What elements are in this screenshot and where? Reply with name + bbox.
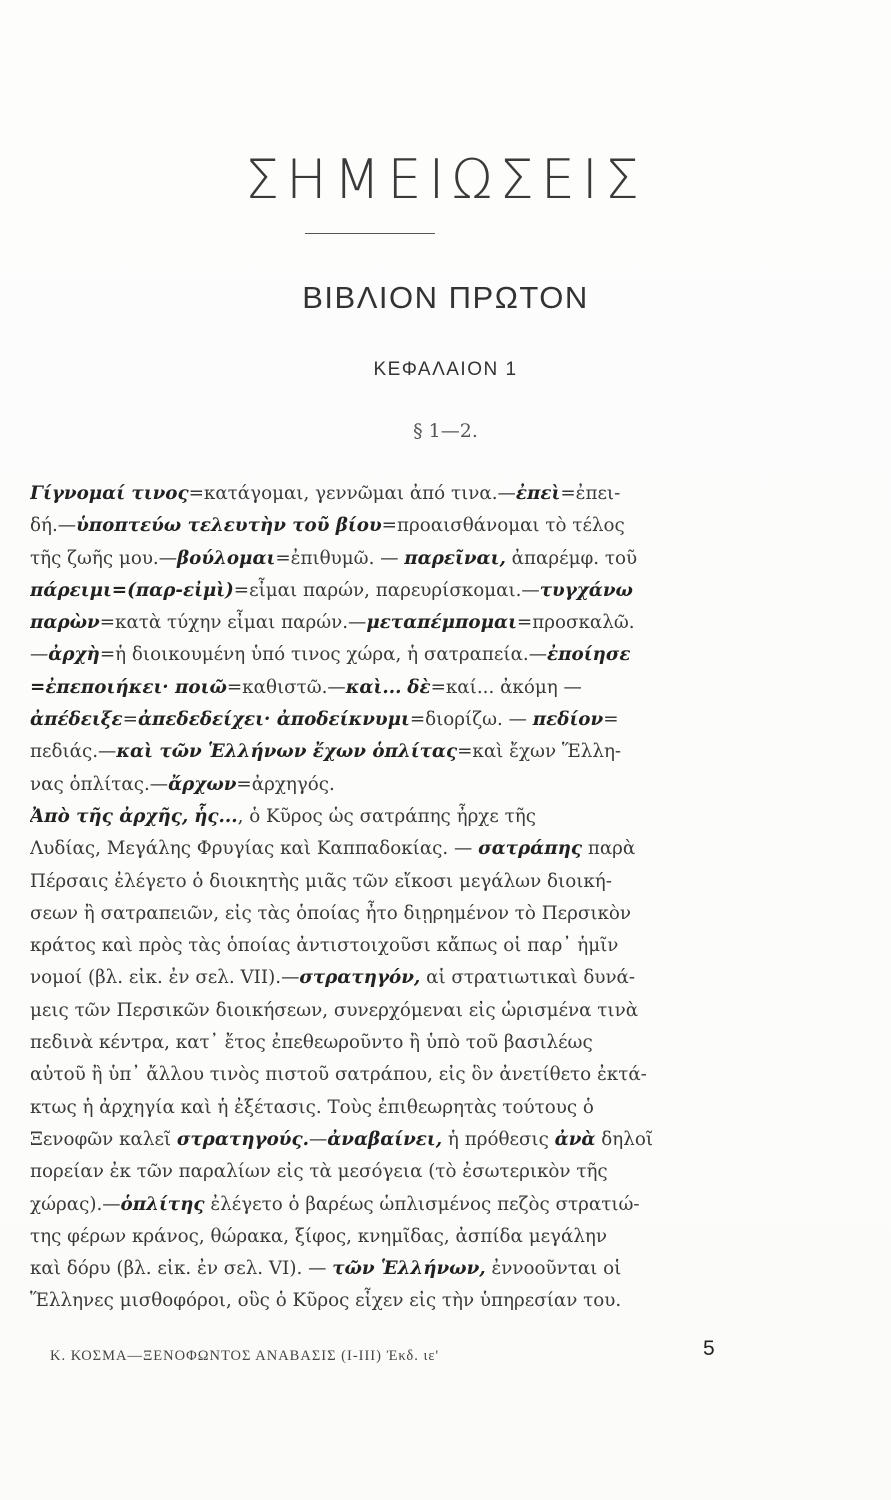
text-line (30, 704, 782, 736)
gloss: νομοί (βλ. εἰκ. ἐν σελ. VII).— (30, 967, 300, 989)
chapter-heading: ΚΕΦΑΛΑΙΟΝ 1 (373, 359, 518, 380)
term: πάρειμι=(παρ-εἰμὶ) (30, 579, 234, 601)
term: παρὼν (30, 612, 100, 634)
term: ἧς... (194, 805, 238, 827)
text-line (30, 898, 782, 930)
gloss: νας ὁπλίτας.— (30, 773, 169, 795)
text-line (30, 607, 782, 639)
gloss: παρὰ (582, 838, 636, 860)
text-line (30, 672, 782, 704)
term: πεδίον (532, 709, 604, 731)
gloss: ἐλέγετο ὁ βαρέως ὡπλισμένος πεζὸς στρατιώ- (204, 1193, 640, 1215)
gloss: Πέρσαις ἐλέγετο ὁ διοικητὴς μιᾶς τῶν εἴκοσι μεγάλων διοική- (30, 870, 612, 892)
gloss: = (122, 709, 138, 731)
gloss: κράτος καὶ πρὸς τὰς ὁποίας ἀντιστοιχοῦσι κἄπως οἱ παρ᾿ ἡμῖν (30, 935, 619, 957)
term: ἀρχὴ (48, 644, 100, 666)
text-line (30, 1253, 782, 1285)
gloss: =καὶ ἔχων Ἕλλη- (457, 741, 622, 763)
gloss: =ἡ διοικουμένη ὑπό τινος χώρα, ἡ σατραπεία.— (99, 644, 548, 666)
gloss: =προαισθάνομαι τὸ τέλος (381, 515, 625, 537)
gloss: πεδινὰ κέντρα, κατ᾿ ἔτος ἐπεθεωροῦντο ἢ ὑπὸ τοῦ βασιλέως (30, 1032, 593, 1054)
term: τυγχάνω (539, 579, 633, 601)
gloss: αἱ στρατιωτικαὶ δυνά- (420, 967, 636, 989)
gloss: =εἶμαι παρών, παρευρίσκομαι.— (233, 579, 540, 601)
term: δὲ (407, 676, 431, 698)
text-line (30, 543, 782, 575)
gloss: =κατὰ τύχην εἶμαι παρών.— (99, 612, 367, 634)
term: τῶν Ἑλλήνων, (332, 1258, 486, 1280)
text-line (30, 1059, 782, 1091)
term: ἀπεδεδείχει· ἀποδείκνυμι (137, 709, 410, 731)
gloss: καὶ δόρυ (βλ. εἰκ. ἐν σελ. VI). — (30, 1258, 333, 1280)
term: ἀπέδειξε (30, 709, 123, 731)
gloss: — (308, 1128, 328, 1150)
title-divider (305, 233, 435, 234)
term: =ἐπεποιήκει· ποιῶ (30, 676, 227, 698)
gloss: δή.— (30, 515, 77, 537)
text-line (30, 478, 782, 510)
book-heading: ΒΙΒΛΙΟΝ ΠΡΩΤΟΝ (302, 280, 589, 315)
gloss: σεων ἢ σατραπειῶν, εἰς τὰς ὁποίας ἦτο διῃρημένον τὸ Περσικὸν (30, 902, 632, 924)
text-line (30, 995, 782, 1027)
gloss: =καθιστῶ.— (226, 676, 346, 698)
gloss: , ὁ Κῦρος ὡς σατράπης ἦρχε τῆς (237, 805, 536, 827)
text-line (30, 769, 782, 801)
text-line (30, 801, 782, 833)
text-line (30, 962, 782, 994)
term: Γίγνομαί τινος (30, 483, 189, 504)
gloss: Ξενοφῶν καλεῖ (30, 1128, 177, 1150)
gloss: =ἐπει- (560, 483, 621, 504)
gloss: =διορίζω. — (409, 709, 533, 731)
text-line (30, 930, 782, 962)
text-line (30, 510, 782, 542)
term: βούλομαι (177, 547, 276, 569)
gloss: αὐτοῦ ἢ ὑπ᾿ ἄλλου τινὸς πιστοῦ σατράπου, εἰς ὃν ἀνετίθετο ἐκτά- (30, 1064, 647, 1086)
gloss: χώρας).— (30, 1193, 121, 1215)
term: ἐπεὶ (515, 483, 561, 504)
term: μεταπέμπομαι (366, 612, 517, 634)
gloss: Λυδίας, Μεγάλης Φρυγίας καὶ Καππαδοκίας. — (30, 838, 479, 860)
text-line (30, 1189, 782, 1221)
section-heading: § 1—2. (413, 420, 478, 442)
page-title: ΣΗΜΕΙΩΣΕΙΣ (245, 148, 646, 211)
gloss: ἀπαρέμφ. τοῦ (505, 547, 638, 569)
gloss: ἡ πρόθεσις (442, 1128, 555, 1150)
gloss: μεις τῶν Περσικῶν διοικήσεων, συνερχόμεναι εἰς ὡρισμένα τινὰ (30, 999, 639, 1021)
term: καὶ τῶν Ἑλλήνων ἔχων ὁπλίτας (116, 741, 458, 763)
term: ἀναβαίνει, (327, 1128, 443, 1150)
text-line (30, 1027, 782, 1059)
gloss: =ἐπιθυμῶ. — (275, 547, 405, 569)
text-line (30, 1221, 782, 1253)
term: Ἀπὸ τῆς ἀρχῆς, (30, 805, 189, 827)
gloss: της φέρων κράνος, θώρακα, ξίφος, κνημῖδας, ἀσπίδα μεγάλην (30, 1225, 607, 1247)
gloss: =ἀρχηγός. (236, 773, 335, 795)
term: ὑποπτεύω τελευτὴν τοῦ βίου (76, 515, 382, 537)
gloss: τῆς ζωῆς μου.— (30, 547, 178, 569)
text-line (30, 1092, 782, 1124)
text-line (30, 1124, 782, 1156)
notes-body (30, 478, 782, 1318)
gloss: ἐννοοῦνται οἱ (485, 1258, 622, 1280)
term: ἀνὰ (554, 1128, 596, 1150)
gloss: πορείαν ἐκ τῶν παραλίων εἰς τὰ μεσόγεια (τὸ ἐσωτερικὸν τῆς (30, 1161, 608, 1183)
term: ἄρχων (168, 773, 237, 795)
text-line (30, 575, 782, 607)
gloss: — (30, 644, 49, 666)
text-line (30, 833, 782, 865)
term: σατράπης (478, 838, 583, 860)
text-line (30, 736, 782, 768)
page-footer: Κ. ΚΟΣΜΑ—ΞΕΝΟΦΩΝΤΟΣ ΑΝΑΒΑΣΙΣ (Ι-ΙΙΙ) Ἐκδ. ιε' (50, 1348, 440, 1364)
term: στρατηγούς. (176, 1128, 309, 1150)
text-line (30, 1156, 782, 1188)
term: ἐποίησε (547, 644, 631, 666)
term: καὶ... (345, 676, 402, 698)
page-number: 5 (703, 1337, 715, 1360)
gloss: κτως ἡ ἀρχηγία καὶ ἡ ἐξέτασις. Τοὺς ἐπιθεωρητὰς τούτους ὁ (30, 1096, 594, 1118)
text-line (30, 639, 782, 671)
term: παρεῖναι, (404, 547, 506, 569)
gloss: =κατάγομαι, γεννῶμαι ἀπό τινα.— (188, 483, 516, 504)
gloss: =καί... ἀκόμη — (430, 676, 582, 698)
gloss: πεδιάς.— (30, 741, 117, 763)
gloss: Ἕλληνες μισθοφόροι, οὓς ὁ Κῦρος εἶχεν εἰς τὴν ὑπηρεσίαν του. (30, 1290, 622, 1312)
term: στρατηγόν, (299, 967, 421, 989)
gloss: =προσκαλῶ. (516, 612, 635, 634)
text-line (30, 1285, 782, 1317)
gloss: = (603, 709, 619, 731)
term: ὁπλίτης (120, 1193, 205, 1215)
gloss: δηλοῖ (595, 1128, 654, 1150)
text-line (30, 866, 782, 898)
